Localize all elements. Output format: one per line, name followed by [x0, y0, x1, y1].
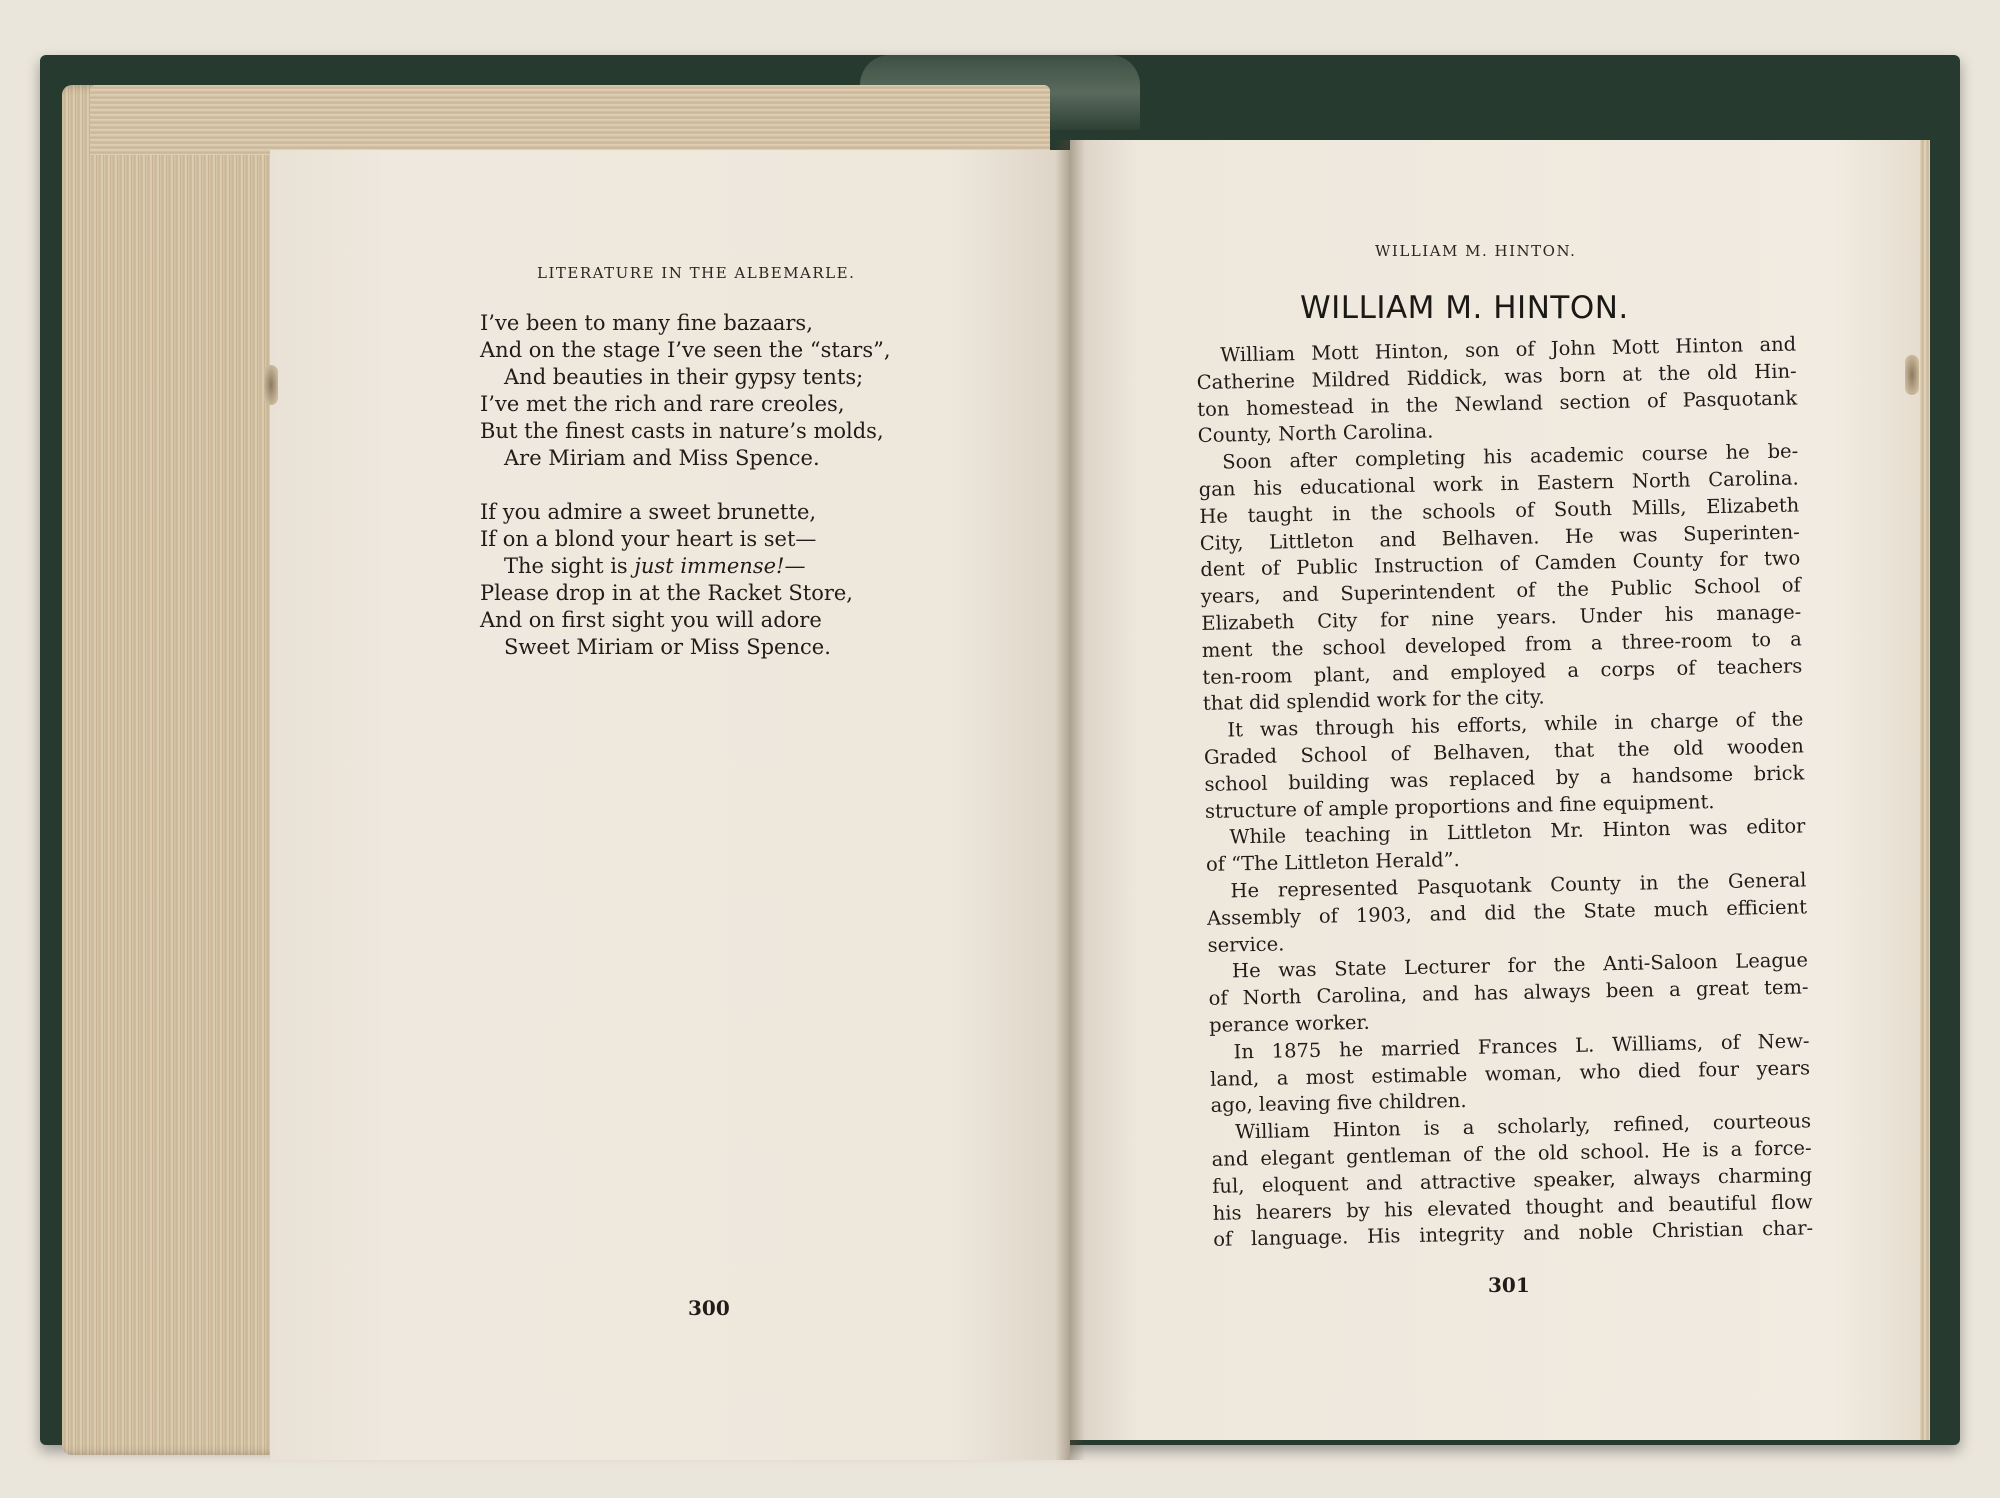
- article-line: of language. His integrity and noble Christian char-: [1212, 1216, 1814, 1252]
- article-line: He taught in the schools of South Mills, Elizabeth: [1199, 493, 1800, 528]
- poem-line: If on a blond your heart is set—: [480, 527, 817, 551]
- article-line: ten-room plant, and employed a corps of teachers: [1202, 653, 1803, 689]
- article-line: County, North Carolina.: [1197, 419, 1434, 448]
- article-line: Elizabeth City for nine years. Under his manage-: [1201, 600, 1802, 635]
- article-line: It was through his efforts, while in charge of the: [1227, 707, 1804, 742]
- running-head-left: LITERATURE IN THE ALBEMARLE.: [537, 264, 856, 282]
- poem-line: Please drop in at the Racket Store,: [480, 581, 853, 605]
- page-edges-left: [62, 85, 282, 1455]
- article-line: perance worker.: [1208, 1010, 1370, 1037]
- article-line: dent of Public Instruction of Camden County for two: [1200, 546, 1801, 582]
- article-line: ment the school developed from a three-room to a: [1201, 627, 1803, 662]
- article-line: William Mott Hinton, son of John Mott Hinton and: [1220, 332, 1797, 367]
- poem: [480, 310, 891, 688]
- article-line: Soon after completing his academic course he be-: [1222, 439, 1799, 474]
- binding-clip-icon: [1905, 355, 1919, 395]
- poem-line: But the finest casts in nature’s molds,: [480, 419, 884, 443]
- article-line: of North Carolina, and has always been a great tem-: [1208, 975, 1809, 1011]
- article-line: Assembly of 1903, and did the State much efficient: [1206, 895, 1808, 930]
- article-line: of “The Littleton Herald”.: [1205, 848, 1460, 877]
- poem-line: I’ve met the rich and rare creoles,: [480, 392, 845, 416]
- article-line: that did splendid work for the city.: [1202, 685, 1545, 716]
- article-line: years, and Superintendent of the Public School of: [1200, 573, 1801, 609]
- poem-line: Are Miriam and Miss Spence.: [504, 446, 820, 470]
- emphasis: just immense!—: [634, 554, 806, 578]
- right-page: [1070, 140, 1920, 1440]
- article-line: ago, leaving five children.: [1210, 1089, 1467, 1118]
- article-line: structure of ample proportions and fine equipment.: [1204, 789, 1715, 823]
- article-line: Catherine Mildred Riddick, was born at the old Hin-: [1196, 359, 1797, 394]
- page-number-left: 300: [688, 1296, 730, 1320]
- poem-line: Sweet Miriam or Miss Spence.: [504, 635, 831, 659]
- article-line: school building was replaced by a handsome brick: [1204, 761, 1805, 796]
- article-line: William Hinton is a scholarly, refined, courteous: [1234, 1109, 1812, 1144]
- article-line: gan his educational work in Eastern North Carolina.: [1198, 466, 1799, 501]
- article-line: ton homestead in the Newland section of Pasquotank: [1197, 386, 1798, 421]
- poem-line: I’ve been to many fine bazaars,: [480, 311, 813, 335]
- running-head-right: WILLIAM M. HINTON.: [1375, 242, 1577, 260]
- page-number-right: 301: [1488, 1273, 1530, 1297]
- poem-line: And on first sight you will adore: [480, 608, 822, 632]
- article-line: Graded School of Belhaven, that the old wooden: [1203, 734, 1805, 769]
- article-line: his hearers by his elevated thought and beautiful flow: [1212, 1189, 1813, 1225]
- article-line: He represented Pasquotank County in the General: [1230, 868, 1807, 903]
- left-page: [270, 150, 1070, 1460]
- poem-line: If you admire a sweet brunette,: [480, 500, 817, 524]
- binding-clip-icon: [264, 365, 278, 405]
- article-line: In 1875 he married Frances L. Williams, of New-: [1233, 1029, 1810, 1064]
- article-line: service.: [1207, 931, 1285, 957]
- poem-stanza: [480, 499, 891, 661]
- article-line: He was State Lecturer for the Anti-Saloon League: [1231, 948, 1809, 983]
- poem-line: And on the stage I’ve seen the “stars”,: [480, 338, 891, 362]
- poem-stanza: [480, 310, 891, 472]
- page-edges-top: [90, 85, 1050, 155]
- article-line: City, Littleton and Belhaven. He was Superinten-: [1199, 520, 1800, 555]
- article-line: land, a most estimable woman, who died four years: [1209, 1055, 1811, 1091]
- article-body: [1196, 331, 1813, 1253]
- poem-line: The sight is just immense!—: [504, 554, 806, 578]
- gutter-shadow: [1055, 140, 1085, 1460]
- article-line: While teaching in Littleton Mr. Hinton was editor: [1229, 814, 1806, 849]
- article-title: WILLIAM M. HINTON.: [1300, 290, 1629, 326]
- article-line: and elegant gentleman of the old school. He is a force-: [1211, 1136, 1812, 1171]
- poem-line: And beauties in their gypsy tents;: [504, 365, 864, 389]
- article-line: ful, eloquent and attractive speaker, always charming: [1211, 1163, 1813, 1198]
